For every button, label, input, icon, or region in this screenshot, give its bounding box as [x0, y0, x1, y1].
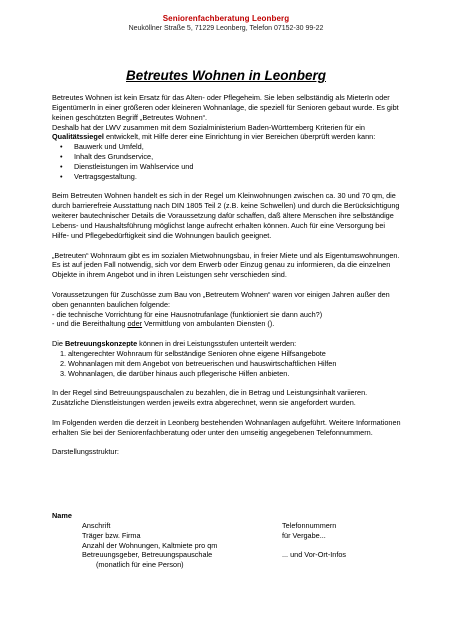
subsidies-text: Voraussetzungen für Zuschüsse zum Bau von „Betreutem Wohnen“ waren vor einigen Jahren außer den oben genannten baulichen folgende:: [52, 289, 390, 309]
structure-heading: Darstellungsstruktur:: [52, 447, 119, 457]
page-title: Betreutes Wohnen in Leonberg: [125, 68, 326, 83]
list-item: • Inhalt des Grundservice,: [74, 152, 402, 162]
structure-left: (monatlich für eine Person): [96, 560, 184, 570]
concepts-text-a: Die: [52, 339, 65, 349]
paragraph-listing: Im Folgenden werden die derzeit in Leonberg bestehenden Wohnanlagen aufgeführt. Weitere Informationen erhalten Sie bei der Seniorenfachberatung oder unter den umseitig angegebenen Telefonnummern.: [52, 417, 401, 437]
list-item: • Bauwerk und Umfeld,: [74, 142, 402, 152]
subsidies-line-2a: - und die Bereithaltung: [52, 319, 128, 329]
structure-left: Anzahl der Wohnungen, Kaltmiete pro qm: [82, 540, 218, 550]
structure-left: Betreuungsgeber, Betreuungspauschale: [82, 550, 213, 560]
ownership-text-1: „Betreuten“ Wohnraum gibt es im sozialen Mietwohnungsbau, in freier Miete und als Eigentumswohnungen.: [52, 250, 400, 260]
list-number: 2.: [60, 358, 67, 368]
paragraph-ownership: [52, 251, 402, 281]
header-address: Neuköllner Straße 5, 71229 Leonberg, Telefon 07152-30 99-22: [128, 25, 324, 32]
list-number: 3.: [60, 368, 67, 378]
list-text: altengerechter Wohnraum für selbständige Senioren ohne eigene Hilfsangebote: [68, 348, 326, 358]
concepts-term: Betreuungskonzepte: [64, 339, 138, 349]
header-organization: Seniorenfachberatung Leonberg: [162, 14, 290, 23]
list-item: [60, 369, 402, 379]
quality-seal-term: Qualitätssiegel: [52, 132, 104, 142]
criteria-list: [52, 142, 402, 181]
intro-text-2b: entwickelt, mit Hilfe derer eine Einrichtung in vier Bereichen überprüft werden kann:: [103, 132, 376, 142]
structure-row: [52, 521, 402, 531]
document-body: [52, 93, 402, 467]
structure-legend: [52, 511, 402, 570]
structure-row: [52, 560, 402, 570]
concepts-list: [52, 349, 402, 379]
list-number: 1.: [60, 348, 67, 358]
intro-paragraph: [52, 93, 402, 142]
subsidies-line-2b: Vermittlung von ambulanten Diensten ().: [142, 319, 275, 329]
subsidies-line-2-underline: oder: [127, 319, 143, 329]
subsidies-line-1: - die technische Vorrichtung für eine Hausnotrufanlage (funktioniert sie dann auch?): [52, 309, 323, 319]
paragraph-apartments: Beim Betreuten Wohnen handelt es sich in der Regel um Kleinwohnungen zwischen ca. 30 und 70 qm, die durch barrierefreie Ausstattung nach DIN 1805 Teil 2 (z.B. keine Schwellen) und durch die Berücksichtigung weiterer bautechnischer Details die Voraussetzung dafür schaffen, daß ältere Menschen ihre selbständige Lebens- und Haushaltsführung möglichst lange aufrecht erhalten können. Auch für eine Versorgung bei Hilfe- und Pflegebedürftigkeit sind die Wohnungen baulich geeignet.: [52, 191, 400, 240]
structure-right: für Vergabe...: [282, 530, 326, 540]
ownership-text-2: Es ist auf jeden Fall notwendig, sich vor dem Erwerb oder Einzug genau zu informieren, da die einzelnen Objekte in ihrem Angebot und in ihren Leistungen sehr verschieden sind.: [52, 260, 391, 280]
list-item: • Dienstleistungen im Wahlservice und: [74, 162, 402, 172]
structure-left: Träger bzw. Firma: [82, 530, 141, 540]
structure-right: Telefonnummern: [282, 520, 337, 530]
structure-right: ... und Vor-Ort-Infos: [282, 550, 347, 560]
structure-row: [52, 531, 402, 541]
list-item: [60, 349, 402, 359]
list-text: Wohnanlagen mit dem Angebot von betreuerischen und hauswirtschaftlichen Hilfen: [68, 358, 337, 368]
structure-left: Anschrift: [82, 520, 111, 530]
structure-row: [52, 541, 402, 551]
paragraph-concepts: [52, 339, 402, 349]
list-item: [60, 359, 402, 369]
paragraph-subsidies: [52, 290, 402, 329]
list-text: Wohnanlagen, die darüber hinaus auch pflegerische Hilfen anbieten.: [68, 368, 290, 378]
intro-text-1: Betreutes Wohnen ist kein Ersatz für das Alten- oder Pflegeheim. Sie leben selbständig als MieterIn oder EigentümerIn in einer größeren oder kleineren Wohnanlage, die speziell für Senioren gebaut wurde. Es gibt keinen geschützten Begriff „Betreutes Wohnen“.: [52, 93, 399, 122]
paragraph-fees: In der Regel sind Betreuungspauschalen zu bezahlen, die in Betrag und Leistungsinhalt variieren. Zusätzliche Dienstleistungen werden jeweils extra abgerechnet, wenn sie angefordert wurden.: [52, 388, 368, 408]
list-item: • Vertragsgestaltung.: [74, 172, 402, 182]
structure-row: [52, 550, 402, 560]
concepts-text-b: können in drei Leistungsstufen unterteilt werden:: [137, 339, 297, 349]
intro-text-2a: Deshalb hat der LWV zusammen mit dem Sozialministerium Baden-Württemberg Kriterien für ein: [52, 122, 365, 132]
structure-name-label: Name: [52, 511, 72, 520]
